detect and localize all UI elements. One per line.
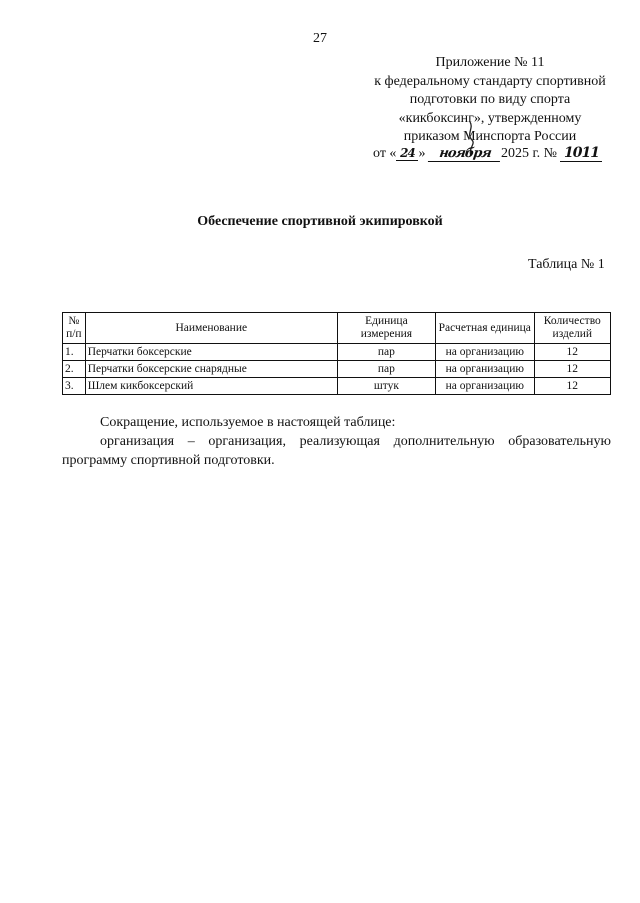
row-unit: пар (337, 361, 435, 378)
equipment-table (62, 312, 611, 395)
row-quantity: 12 (534, 361, 610, 378)
document-title: Обеспечение спортивной экипировкой (197, 214, 443, 229)
row-name: Шлем кикбоксерский (85, 378, 337, 395)
order-date-line (373, 145, 602, 162)
row-name: Перчатки боксерские снарядные (85, 361, 337, 378)
row-calc-unit: на организацию (435, 344, 534, 361)
abbreviation-note (62, 413, 611, 470)
row-unit: штук (337, 378, 435, 395)
table-row (63, 378, 611, 395)
order-year: 2025 г. № (500, 146, 557, 161)
page-number: 27 (313, 31, 327, 46)
table-caption: Таблица № 1 (528, 257, 605, 272)
row-calc-unit: на организацию (435, 361, 534, 378)
row-unit: пар (337, 344, 435, 361)
note-definition: организация – организация, реализующая дополнительную образовательную программу спортивной подготовки. (62, 434, 611, 468)
row-quantity: 12 (534, 344, 610, 361)
row-calc-unit: на организацию (435, 378, 534, 395)
table-row (63, 344, 611, 361)
row-name: Перчатки боксерские (85, 344, 337, 361)
row-quantity: 12 (534, 378, 610, 395)
order-day-handwritten: 24 (396, 146, 418, 161)
header-num: № п/п (63, 313, 86, 344)
order-month-handwritten: ноября (428, 146, 502, 162)
order-number-handwritten: 1011 (560, 145, 602, 162)
order-prefix: от « (373, 146, 397, 161)
appendix-line: «кикбоксинг», утвержденному (398, 110, 582, 126)
table-header-row (63, 313, 611, 344)
table-row (63, 361, 611, 378)
note-intro: Сокращение, используемое в настоящей таблице: (100, 415, 396, 430)
appendix-line: подготовки по виду спорта (409, 92, 571, 108)
row-num: 1. (63, 344, 86, 361)
header-quantity: Количество изделий (534, 313, 610, 344)
row-num: 2. (63, 361, 86, 378)
row-num: 3. (63, 378, 86, 395)
appendix-line: к федеральному стандарту спортивной (374, 73, 606, 89)
header-unit: Единица измерения (337, 313, 435, 344)
order-middle: » (418, 146, 426, 161)
header-name: Наименование (85, 313, 337, 344)
appendix-line: Приложение № 11 (435, 55, 545, 70)
header-calc-unit: Расчетная единица (435, 313, 534, 344)
appendix-line: приказом Минспорта России (403, 129, 577, 145)
